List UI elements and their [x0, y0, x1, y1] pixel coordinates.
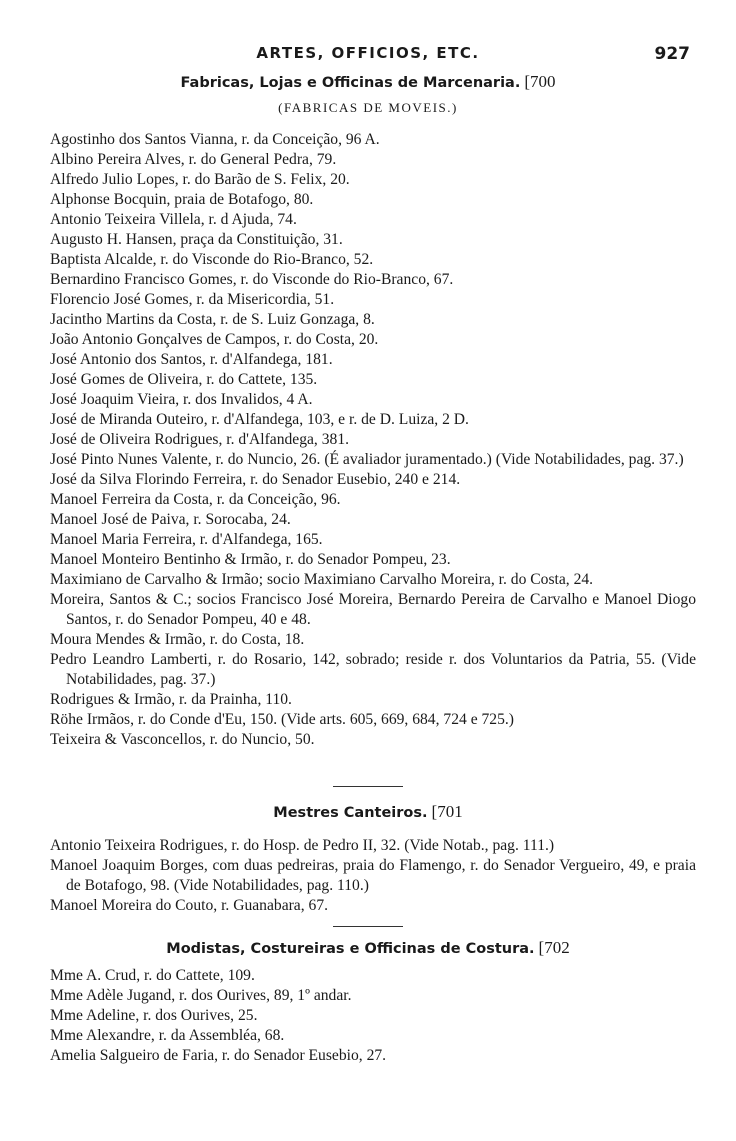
list-item: Amelia Salgueiro de Faria, r. do Senador Eusebio, 27.: [50, 1047, 387, 1064]
list-item: Baptista Alcalde, r. do Visconde do Rio-Branco, 52.: [50, 251, 374, 268]
list-item: Antonio Teixeira Villela, r. d Ajuda, 74.: [50, 211, 297, 228]
list-item: Teixeira & Vasconcellos, r. do Nuncio, 50.: [50, 731, 315, 748]
list-item: Alphonse Bocquin, praia de Botafogo, 80.: [50, 191, 314, 208]
list-item: Maximiano de Carvalho & Irmão; socio Maximiano Carvalho Moreira, r. do Costa, 24.: [50, 571, 594, 588]
entry-list-702: [0, 966, 736, 1066]
list-item: Florencio José Gomes, r. da Misericordia, 51.: [50, 291, 335, 308]
list-item: Manoel Joaquim Borges, com duas pedreiras, praia do Flamengo, r. do Senador Vergueiro, 49, e praia de Botafogo, 98. (Vide Notabilidades, pag. 110.): [50, 857, 696, 894]
list-item: Bernardino Francisco Gomes, r. do Visconde do Rio-Branco, 67.: [50, 271, 454, 288]
list-item: Rodrigues & Irmão, r. da Prainha, 110.: [50, 691, 292, 708]
list-item: Albino Pereira Alves, r. do General Pedra, 79.: [50, 151, 337, 168]
list-item: Alfredo Julio Lopes, r. do Barão de S. Felix, 20.: [50, 171, 350, 188]
section-title: Mestres Canteiros.: [273, 805, 428, 821]
section-number: [701: [431, 802, 463, 821]
section-heading-702: [0, 938, 736, 958]
list-item: Mme Alexandre, r. da Assembléa, 68.: [50, 1027, 285, 1044]
section-heading-700: [0, 72, 736, 92]
section-title: Modistas, Costureiras e Officinas de Costura.: [166, 941, 535, 957]
list-item: Manoel Monteiro Bentinho & Irmão, r. do Senador Pompeu, 23.: [50, 551, 451, 568]
list-item: Manoel Moreira do Couto, r. Guanabara, 67.: [50, 897, 329, 914]
entry-list-700: [0, 130, 736, 750]
list-item: José de Oliveira Rodrigues, r. d'Alfandega, 381.: [50, 431, 350, 448]
list-item: Mme Adeline, r. dos Ourives, 25.: [50, 1007, 258, 1024]
page-number: 927: [654, 44, 690, 64]
list-item: Manoel Ferreira da Costa, r. da Conceição, 96.: [50, 491, 341, 508]
section-title: Fabricas, Lojas e Officinas de Marcenaria.: [180, 75, 521, 91]
section-subheading: (FABRICAS DE MOVEIS.): [278, 100, 458, 115]
list-item: José Joaquim Vieira, r. dos Invalidos, 4 A.: [50, 391, 313, 408]
section-number: [702: [538, 938, 570, 957]
list-item: Pedro Leandro Lamberti, r. do Rosario, 142, sobrado; reside r. dos Voluntarios da Patria, 55. (Vide Notabilidades, pag. 37.): [50, 651, 696, 688]
section-number: [700: [524, 72, 556, 91]
list-item: José Gomes de Oliveira, r. do Cattete, 135.: [50, 371, 318, 388]
list-item: José da Silva Florindo Ferreira, r. do Senador Eusebio, 240 e 214.: [50, 471, 461, 488]
running-head: [0, 44, 736, 66]
section-heading-701: [0, 802, 736, 822]
list-item: Manoel Maria Ferreira, r. d'Alfandega, 165.: [50, 531, 323, 548]
running-title: ARTES, OFFICIOS, ETC.: [256, 44, 480, 62]
section-divider: [333, 786, 403, 787]
list-item: Moreira, Santos & C.; socios Francisco José Moreira, Bernardo Pereira de Carvalho e Manoel Diogo Santos, r. do Senador Pompeu, 40 e 48.: [50, 591, 696, 628]
list-item: José Pinto Nunes Valente, r. do Nuncio, 26. (É avaliador juramentado.) (Vide Notabilidades, pag. 37.): [50, 451, 684, 468]
list-item: João Antonio Gonçalves de Campos, r. do Costa, 20.: [50, 331, 379, 348]
list-item: Mme A. Crud, r. do Cattete, 109.: [50, 967, 255, 984]
list-item: José de Miranda Outeiro, r. d'Alfandega, 103, e r. de D. Luiza, 2 D.: [50, 411, 469, 428]
list-item: José Antonio dos Santos, r. d'Alfandega, 181.: [50, 351, 333, 368]
list-item: Agostinho dos Santos Vianna, r. da Conceição, 96 A.: [50, 131, 380, 148]
list-item: Jacintho Martins da Costa, r. de S. Luiz Gonzaga, 8.: [50, 311, 375, 328]
list-item: Augusto H. Hansen, praça da Constituição, 31.: [50, 231, 343, 248]
list-item: Röhe Irmãos, r. do Conde d'Eu, 150. (Vide arts. 605, 669, 684, 724 e 725.): [50, 711, 514, 728]
list-item: Moura Mendes & Irmão, r. do Costa, 18.: [50, 631, 305, 648]
section-divider: [333, 926, 403, 927]
list-item: Antonio Teixeira Rodrigues, r. do Hosp. de Pedro II, 32. (Vide Notab., pag. 111.): [50, 837, 555, 854]
list-item: Mme Adèle Jugand, r. dos Ourives, 89, 1º andar.: [50, 987, 352, 1004]
entry-list-701: [0, 836, 736, 916]
list-item: Manoel José de Paiva, r. Sorocaba, 24.: [50, 511, 291, 528]
